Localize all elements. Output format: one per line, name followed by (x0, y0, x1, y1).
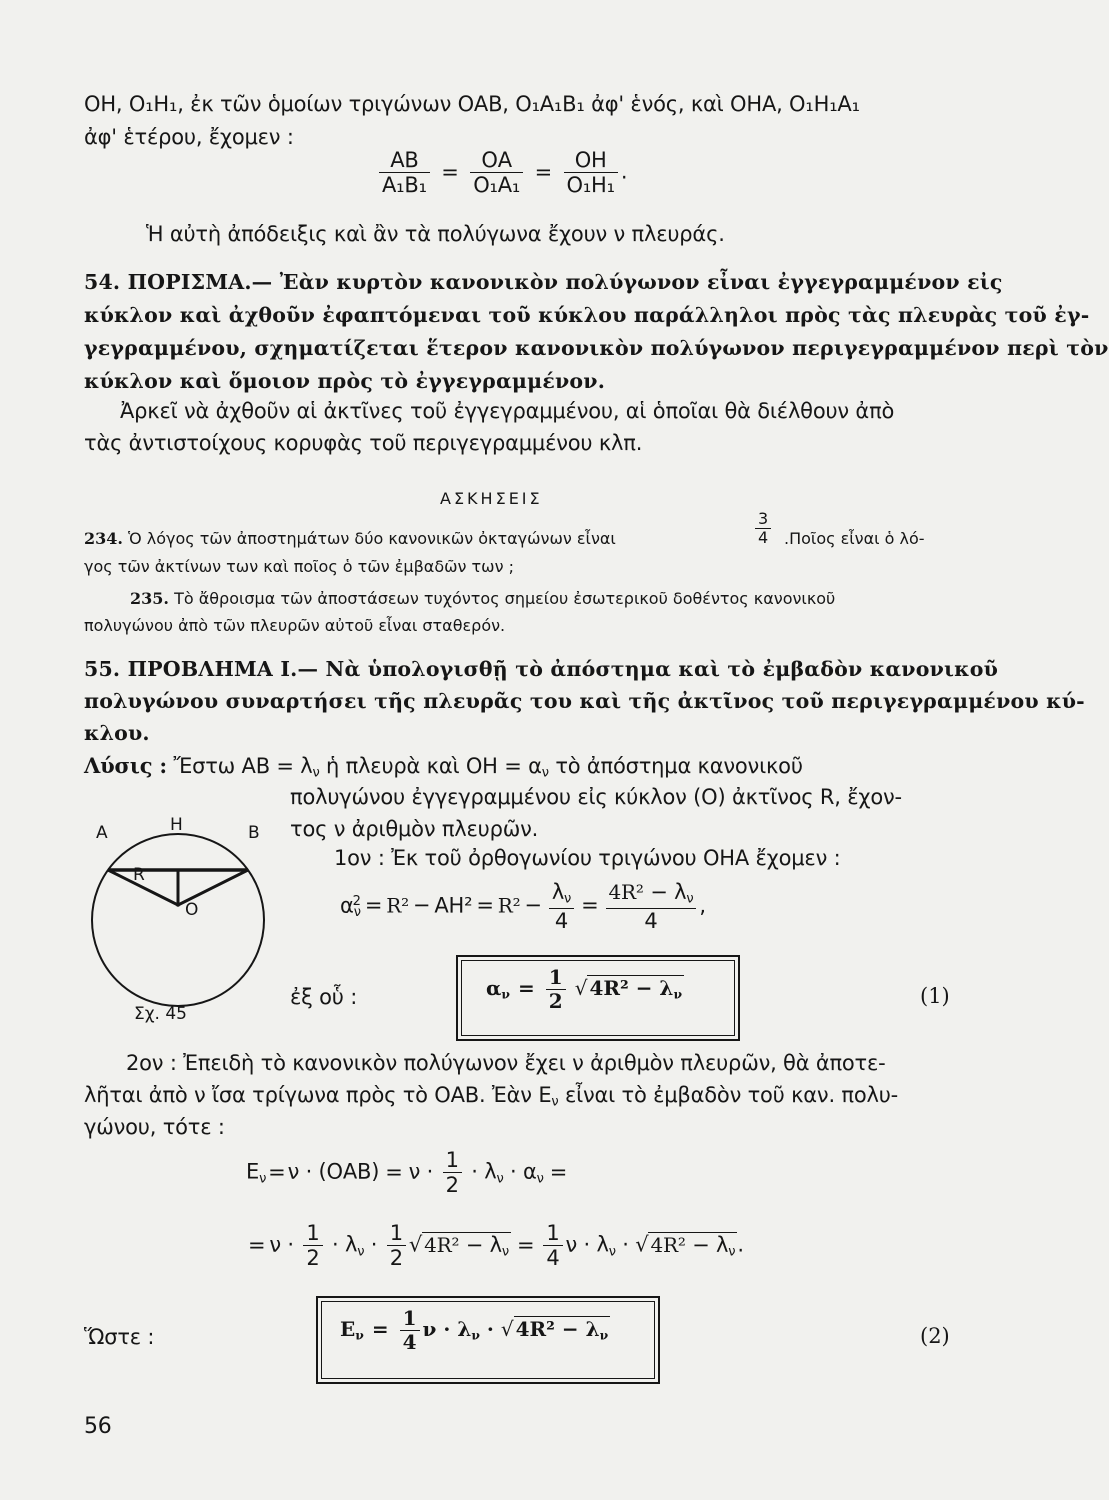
solution-line-2: πολυγώνου ἐγγεγραμμένου εἰς κύκλον (Ο) ἀκτῖνος R, ἔχον- (290, 785, 902, 809)
equation-2: $E_\nu$ = $\frac{1}{4}$ $\nu \cdot \lambda_\nu$ · √ $4R^2 - \lambda_\nu$ (340, 1306, 609, 1354)
intro-line-1: ΟΗ, Ο₁Η₁, ἐκ τῶν ὁμοίων τριγώνων ΟΑΒ, Ο₁Α₁Β₁ ἀφ' ἑνός, καὶ ΟΗΑ, Ο₁Η₁Α₁ (84, 92, 860, 116)
ex-ou-label: ἐξ οὗ : (290, 985, 358, 1009)
exercises-title: ΑΣΚΗΣΕΙΣ (440, 489, 543, 508)
intro-line-2: ἀφ' ἑτέρου, ἔχομεν : (84, 125, 294, 149)
sec54-body-2: τὰς ἀντιστοίχους κορυφὰς τοῦ περιγεγραμμένου κλπ. (84, 431, 643, 455)
sec54-heading-1: 54. ΠΟΡΙΣΜΑ.— Ἐὰν κυρτὸν κανονικὸν πολύγωνον εἶναι ἐγγεγραμμένον εἰς (84, 270, 1003, 294)
sec54-heading-2: κύκλον καὶ ἀχθοῦν ἐφαπτόμεναι τοῦ κύκλου παράλληλοι πρὸς τὰς πλευρὰς τοῦ ἐγ- (84, 303, 1090, 327)
exercise-235-number: 235. (130, 589, 169, 608)
equation-1-label: (1) (920, 984, 950, 1008)
page-number: 56 (84, 1414, 112, 1439)
ratio-equation: $\frac{AB}{\text{Α₁Β₁}}$ = $\frac{OA}{\text{Ο₁Α₁}}$ = $\frac{OH}{\text{Ο₁Η₁}}$ . (376, 148, 627, 197)
ratio-oa: $\frac{OA}{\text{Ο₁Α₁}}$ (470, 148, 523, 197)
sec55-heading-1: 55. ΠΡΟΒΛΗΜΑ Ι.— Νὰ ὑπολογισθῇ τὸ ἀπόστημα καὶ τὸ ἐμβαδὸν κανονικοῦ (84, 657, 999, 681)
step-2-line-1: 2ον : Ἐπειδὴ τὸ κανονικὸν πολύγωνον ἔχει ν ἀριθμὸν πλευρῶν, θὰ ἀποτε- (126, 1051, 886, 1075)
circumcircle (92, 834, 264, 1006)
exercise-234-tail: .Ποῖος εἶναι ὁ λό- (784, 529, 925, 548)
step-2-line-2: λῆται ἀπὸ ν ἴσα τρίγωνα πρὸς τὸ ΟΑΒ. Ἐὰν $E_\nu$ εἶναι τὸ ἐμβαδὸν τοῦ καν. πολυ- (84, 1083, 899, 1110)
proof-note: Ἡ αὐτὴ ἀπόδειξις καὶ ἂν τὰ πολύγωνα ἔχουν ν πλευράς. (146, 222, 725, 246)
exercise-234-text: Ὁ λόγος τῶν ἀποστημάτων δύο κανονικῶν ὀκταγώνων εἶναι (128, 529, 616, 548)
hoste-label: Ὥστε : (84, 1325, 155, 1349)
exercise-235-line-2: πολυγώνου ἀπὸ τῶν πλευρῶν αὐτοῦ εἶναι σταθερόν. (84, 616, 506, 635)
fig-label-o: O (185, 900, 199, 920)
solution-line-3: τος ν ἀριθμὸν πλευρῶν. (290, 817, 539, 841)
equation-1: $\alpha_\nu$ = $\frac{1}{2}$ √ $4R^2 - \lambda_\nu$ (486, 965, 683, 1013)
sec54-heading-4: κύκλον καὶ ὅμοιον πρὸς τὸ ἐγγεγραμμένον. (84, 369, 606, 393)
exercise-234-number: 234. (84, 529, 123, 548)
exercise-235-text: Τὸ ἄθροισμα τῶν ἀποστάσεων τυχόντος σημείου ἐσωτερικοῦ δοθέντος κανονικοῦ (174, 589, 836, 608)
sec54-heading-3: γεγραμμένου, σχηματίζεται ἕτερον κανονικὸν πολύγωνον περιγεγραμμένον περὶ τὸν (84, 336, 1109, 360)
fig-label-a: A (96, 823, 108, 843)
equation-2-label: (2) (920, 1324, 950, 1348)
area-equation-2: = ν · $\frac{1}{2}$ · $\lambda_\nu$ · $\frac{1}{2}$ √ $4R^2 - \lambda_\nu$ = $\frac{1}{4}$ $\nu \cdot \lambda_\nu$ · √ $4R^2 - \lambda_\nu$. (248, 1221, 744, 1271)
apothem-equation: $\alpha^2_\nu = R^2 - AH^2 = R^2$ − $\frac{\lambda_\nu}{4}$ = $\frac{4R^2 - \lambda_\nu}{4}$ , (340, 880, 706, 933)
exercise-234-line-2: γος τῶν ἀκτίνων των καὶ ποῖος ὁ τῶν ἐμβαδῶν των ; (84, 557, 514, 576)
step-2-line-3: γώνου, τότε : (84, 1115, 225, 1139)
solution-line-1: Λύσις : Ἔστω $AB = \lambda_\nu$ ἡ πλευρὰ καὶ $OH = \alpha_\nu$ τὸ ἀπόστημα κανονικοῦ (84, 753, 803, 781)
exercise-234-fraction: $\frac{3}{4}$ (752, 510, 774, 548)
sec55-heading-2: πολυγώνου συναρτήσει τῆς πλευρᾶς του καὶ τῆς ἀκτῖνος τοῦ περιγεγραμμένου κύ- (84, 689, 1085, 713)
solution-label: Λύσις : (84, 753, 167, 778)
ratio-oh: $\frac{OH}{\text{Ο₁Η₁}}$ (564, 148, 618, 197)
exercise-234 (84, 529, 616, 548)
exercise-235 (130, 589, 835, 608)
step-1: 1ον : Ἐκ τοῦ ὀρθογωνίου τριγώνου ΟΗΑ ἔχομεν : (334, 846, 841, 870)
fig-label-h: H (170, 815, 183, 835)
center-point (176, 903, 180, 907)
sec55-heading-3: κλου. (84, 721, 150, 745)
fig-label-r: R (133, 865, 145, 885)
figure-caption: Σχ. 45 (134, 1004, 188, 1024)
sec54-body-1: Ἀρκεῖ νὰ ἀχθοῦν αἱ ἀκτῖνες τοῦ ἐγγεγραμμένου, αἱ ὁποῖαι θὰ διέλθουν ἀπὸ (120, 399, 895, 423)
area-equation-1: $E_\nu=\nu \cdot (OAB) = \nu$ · $\frac{1}{2}$ · $\lambda_\nu \cdot \alpha_\nu$ = (246, 1148, 568, 1198)
ratio-ab: $\frac{AB}{\text{Α₁Β₁}}$ (379, 148, 430, 197)
figure-45 (86, 815, 276, 1030)
fig-label-b: B (248, 823, 260, 843)
